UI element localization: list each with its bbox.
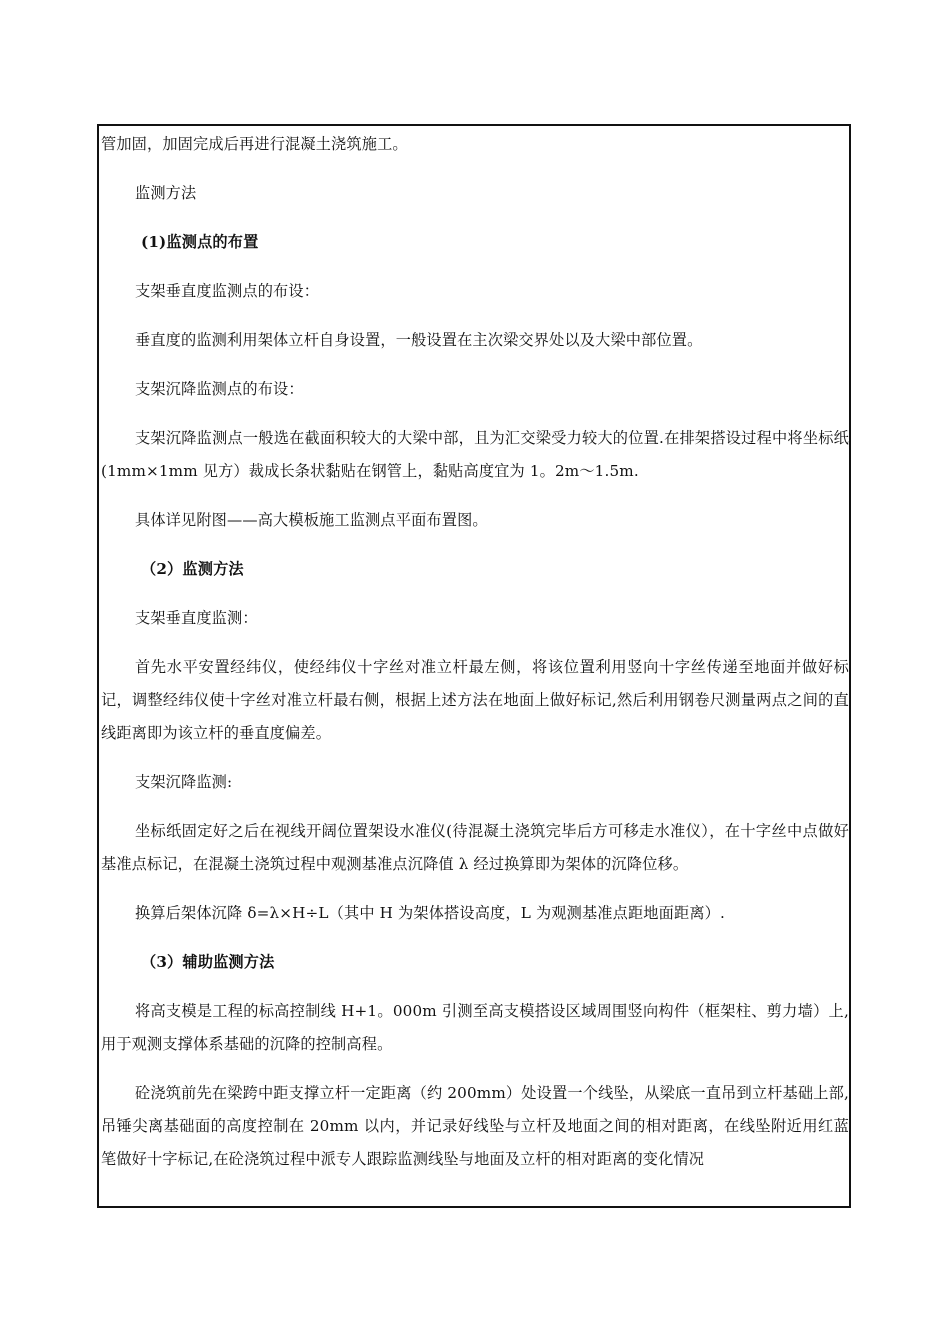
paragraph-verticality-points: 垂直度的监测利用架体立杆自身设置，一般设置在主次梁交界处以及大梁中部位置。 [135,331,703,349]
paragraph-elevation-control: 将高支模是工程的标高控制线 H+1。000m 引测至高支模搭设区域周围竖向构件（框架柱、剪力墙）上,用于观测支撑体系基础的沉降的控制高程。 [101,1002,849,1053]
document-frame [97,124,851,1208]
subheading-verticality-points: 支架垂直度监测点的布设： [135,282,320,300]
paragraph-settlement-formula: 换算后架体沉降 δ=λ×H÷L（其中 H 为架体搭设高度，L 为观测基准点距地面距离）. [135,904,725,922]
subheading-settlement-monitoring: 支架沉降监测: [135,773,233,791]
paragraph-settlement-monitoring: 坐标纸固定好之后在视线开阔位置架设水准仪(待混凝土浇筑完毕后方可移走水准仪），在十字丝中点做好基准点标记，在混凝土浇筑过程中观测基准点沉降值 λ 经过换算即为架体的沉降位移。 [101,822,849,873]
section-heading-auxiliary-method: （3）辅助监测方法 [141,953,275,971]
paragraph-reinforcement-end: 管加固，加固完成后再进行混凝土浇筑施工。 [101,135,408,153]
paragraph-see-attachment: 具体详见附图——高大模板施工监测点平面布置图。 [135,511,488,529]
subheading-settlement-points: 支架沉降监测点的布设： [135,380,304,398]
section-heading-point-layout: (1)监测点的布置 [141,233,259,251]
heading-monitoring-method: 监测方法 [135,184,197,202]
subheading-verticality-monitoring: 支架垂直度监测： [135,609,258,627]
document-body [99,128,849,1176]
paragraph-settlement-points: 支架沉降监测点一般选在截面积较大的大梁中部，且为汇交梁受力较大的位置.在排架搭设过程中将坐标纸(1mm×1mm 见方）裁成长条状黏贴在钢管上，黏贴高度宜为 1。2m～1.5m. [101,429,849,480]
paragraph-verticality-monitoring: 首先水平安置经纬仪，使经纬仪十字丝对准立杆最左侧，将该位置利用竖向十字丝传递至地面并做好标记，调整经纬仪使十字丝对准立杆最右侧，根据上述方法在地面上做好标记,然后利用钢卷尺测量两点之间的直线距离即为该立杆的垂直度偏差。 [101,658,849,742]
paragraph-plumb-line: 砼浇筑前先在梁跨中距支撑立杆一定距离（约 200mm）处设置一个线坠，从梁底一直吊到立杆基础上部,吊锤尖离基础面的高度控制在 20mm 以内，并记录好线坠与立杆及地面之间的相对距离，在线坠附近用红蓝笔做好十字标记,在砼浇筑过程中派专人跟踪监测线坠与地面及立杆的相对距离的变化情况 [101,1084,849,1168]
section-heading-monitoring-method: （2）监测方法 [141,560,244,578]
